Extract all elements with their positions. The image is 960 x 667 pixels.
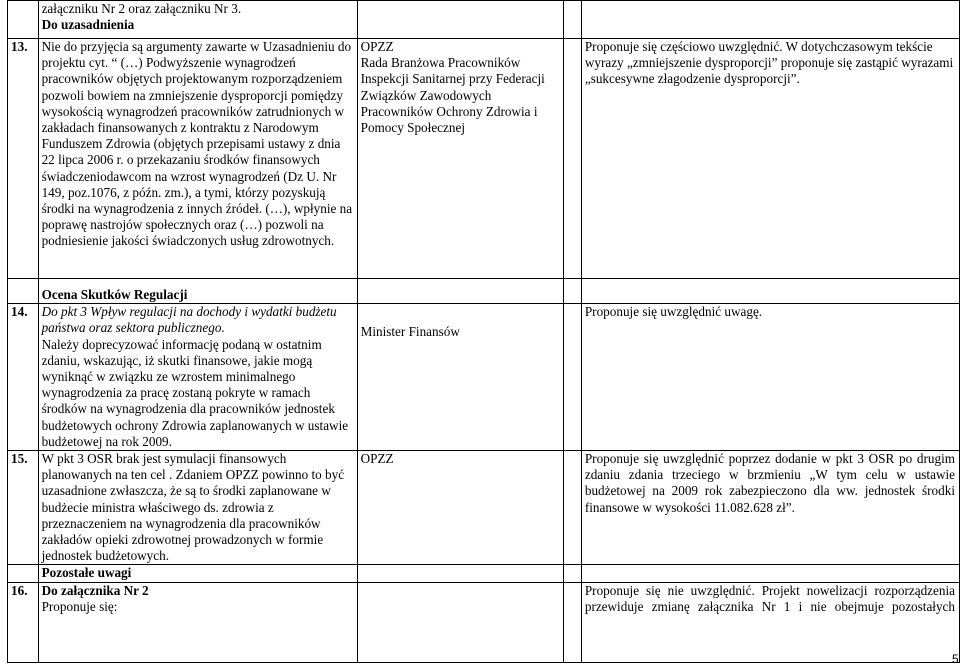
comments-table [7, 0, 960, 663]
table-row [8, 1, 960, 39]
submitter: Minister Finansów [357, 304, 563, 451]
section-heading: Ocena Skutków Regulacji [41, 287, 188, 302]
response-text: Proponuje się uwzględnić poprzez dodanie w pkt 3 OSR po drugim zdaniu zdania trzeciego w brzmieniu „W tym celu w ustawie budżetowej na 2009 rok zabezpieczono dla ww. jednostek środki finansowe w wysokości 11.082.628 zł”. [581, 451, 959, 565]
response-text: Proponuje się uwzględnić uwagę. [581, 304, 959, 451]
row-number: 13. [8, 39, 39, 279]
table-row [8, 304, 960, 451]
section-heading: Do załącznika Nr 2 [41, 582, 149, 598]
section-heading: Pozostałe uwagi [38, 565, 357, 582]
comment-text: Nie do przyjęcia są argumenty zawarte w Uzasadnieniu do projektu cyt. “ (…) Podwyższenie wynagrodzeń pracowników objętych projektowanym rozporządzeniem pozwoli bowiem na zmniejszenie dysproporcji pomiędzy wysokością wynagrodzeń pracowników zatrudnionych w zakładach finansowanych z kontraktu z Narodowym Funduszem Zdrowia (objętych przepisami ustawy z dnia 22 lipca 2006 r. o przekazaniu środków finansowych świadczeniodawcom na wzrost wynagrodzeń (Dz U. Nr 149, poz.1076, z późn. zm.), a tymi, którzy pozyskują środki na wynagrodzenia z innych źródeł. (…), wpłynie na poprawę nastrojów społecznych oraz (…) pozwoli na podniesienie jakości świadczonych usług zdrowotnych. [38, 39, 357, 279]
submitter: OPZZ [357, 451, 563, 565]
row-text: załączniku Nr 2 oraz załączniku Nr 3. [41, 1, 242, 16]
table-row [8, 39, 960, 279]
submitter: OPZZ Rada Branżowa Pracowników Inspekcji Sanitarnej przy Federacji Związków Zawodowych Pracowników Ochrony Zdrowia i Pomocy Społecznej [357, 39, 563, 279]
table-row [8, 451, 960, 565]
row-number: 15. [8, 451, 39, 565]
table-row [8, 279, 960, 304]
table-row [8, 582, 960, 662]
comment-text: Proponuje się: [41, 598, 118, 614]
comment-text: W pkt 3 OSR brak jest symulacji finansowych planowanych na ten cel . Zdaniem OPZZ powinno to być uzasadnione zwłaszcza, że są to środki zaplanowane w budżecie ministra właściwego ds. zdrowia z przeznaczeniem na wynagrodzenia dla pracowników zakładów opieki zdrowotnej prowadzonych w formie jednostek budżetowych. [38, 451, 357, 565]
comment-text: Należy doprecyzować informację podaną w ostatnim zdaniu, wskazując, iż skutki finansowe, jakie mogą wyniknąć w związku ze wzrostem minimalnego wynagrodzenia za pracę zostaną pokryte w ramach środków na wynagrodzenia dla pracowników jednostek budżetowych ochrony Zdrowia zaplanowanych w ustawie budżetowej na rok 2009. [41, 336, 349, 449]
page-number: 5 [952, 652, 959, 666]
response-text: Proponuje się nie uwzględnić. Projekt nowelizacji rozporządzenia przewiduje zmianę załącznika Nr 1 i nie obejmuje pozostałych [581, 582, 959, 662]
row-number: 14. [8, 304, 39, 451]
comment-subject: Do pkt 3 Wpływ regulacji na dochody i wydatki budżetu państwa oraz sektora publicznego. [41, 304, 337, 336]
row-number: 16. [8, 582, 39, 662]
section-heading: Do uzasadnienia [41, 17, 135, 33]
table-row [8, 565, 960, 582]
response-text: Proponuje się częściowo uwzględnić. W dotychczasowym tekście wyrazy „zmniejszenie dysproporcji” proponuje się zastąpić wyrazami „sukcesywne złagodzenie dysproporcji”. [581, 39, 959, 279]
